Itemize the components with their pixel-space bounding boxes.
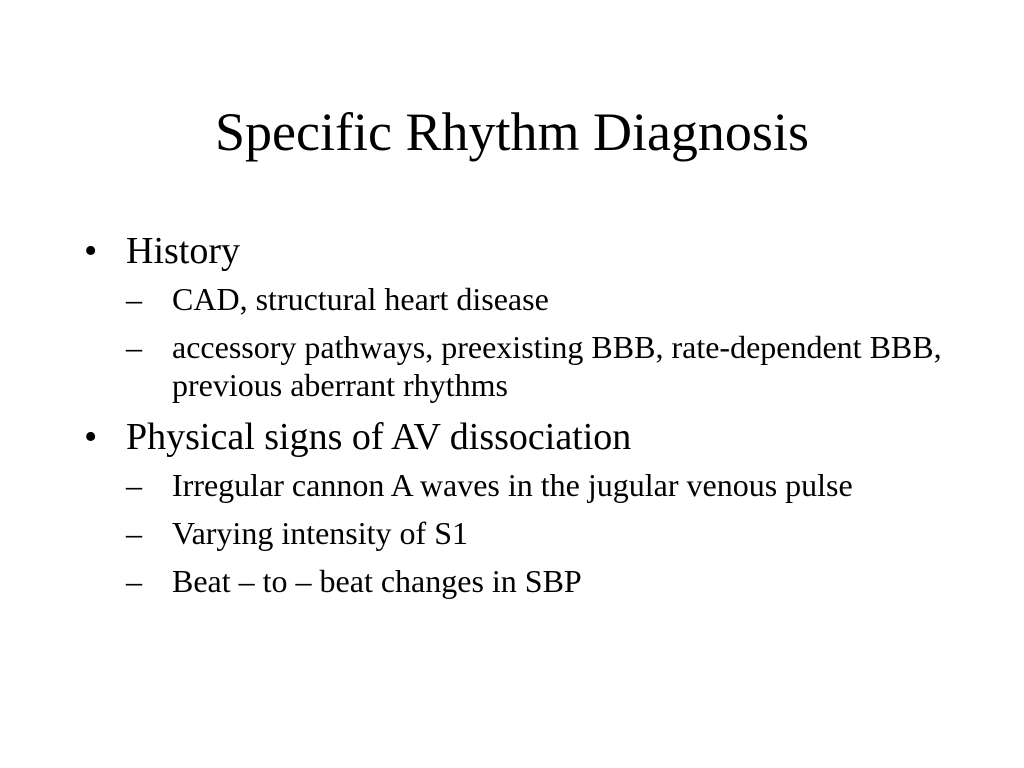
bullet-text: Physical signs of AV dissociation [126, 416, 632, 458]
bullet-icon: • [84, 230, 98, 272]
bullet-icon: • [84, 416, 98, 458]
dash-icon: – [126, 281, 142, 317]
sub-bullet-text: accessory pathways, preexisting BBB, rate-dependent BBB, previous aberrant rhythms [172, 329, 942, 403]
sub-bullet-item [126, 514, 964, 552]
sub-bullet-item [126, 466, 964, 504]
bullet-list [84, 228, 964, 610]
sub-bullet-item [126, 328, 964, 404]
dash-icon: – [126, 515, 142, 551]
sub-bullet-item [126, 280, 964, 318]
sub-bullet-text: Beat – to – beat changes in SBP [172, 563, 582, 599]
bullet-item-history [84, 228, 964, 404]
bullet-text: History [126, 230, 240, 272]
sub-bullet-text: CAD, structural heart disease [172, 281, 549, 317]
sub-bullet-list [126, 280, 964, 404]
dash-icon: – [126, 563, 142, 599]
bullet-item-physical-signs [84, 414, 964, 600]
sub-bullet-text: Varying intensity of S1 [172, 515, 468, 551]
slide-title: Specific Rhythm Diagnosis [215, 102, 809, 162]
sub-bullet-list [126, 466, 964, 600]
sub-bullet-text: Irregular cannon A waves in the jugular venous pulse [172, 467, 853, 503]
dash-icon: – [126, 329, 142, 365]
dash-icon: – [126, 467, 142, 503]
sub-bullet-item [126, 562, 964, 600]
